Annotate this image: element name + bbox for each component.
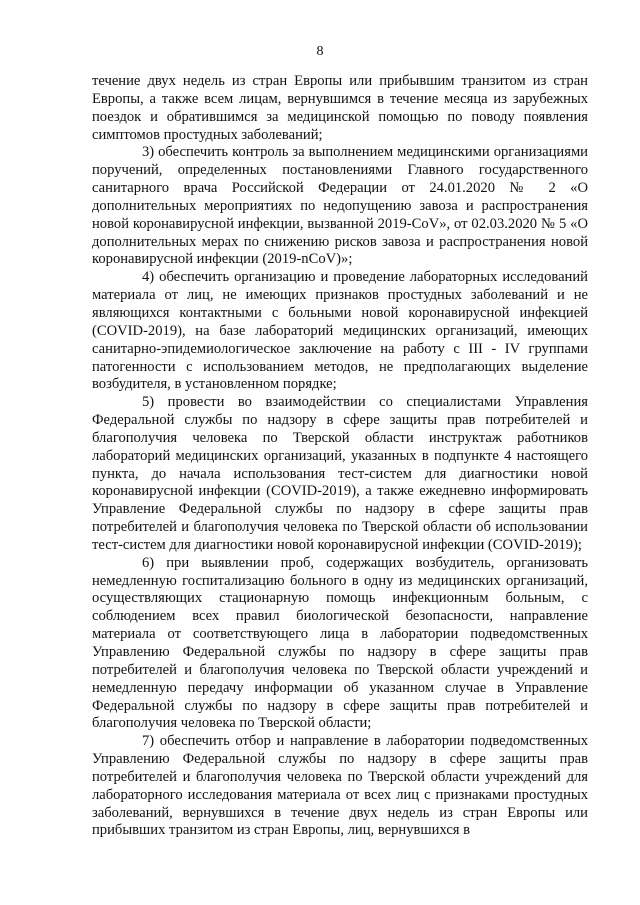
page-number: 8: [316, 44, 324, 59]
paragraph-item-4: 4) обеспечить организацию и проведение лабораторных исследований материала от лиц, не имеющих признаков простудных заболеваний и не являющихся контактными с больными новой коронавирусной инфекцией (COVID-2019), на базе лабораторий медицинских организаций, имеющих санитарно-эпидемиологическое заключение на работу с III - IV группами патогенности с использованием методов, не предполагающих выделение возбудителя, в установленном порядке;: [92, 269, 588, 393]
paragraph-item-6: 6) при выявлении проб, содержащих возбудитель, организовать немедленную госпитализацию больного в одну из медицинских организаций, осуществляющих стационарную помощь инфекционным больным, с соблюдением всех правил биологической безопасности, направление материала от соответствующего лица в лаборатории подведомственных Управлению Федеральной службы по надзору в сфере защиты прав потребителей и благополучия человека по Тверской области учреждений и немедленную передачу информации об указанном случае в Управление Федеральной службы по надзору в сфере защиты прав потребителей и благополучия человека по Тверской области;: [92, 554, 588, 732]
paragraph-item-7: 7) обеспечить отбор и направление в лаборатории подведомственных Управлению Федеральной службы по надзору в сфере защиты прав потребителей и благополучия человека по Тверской области учреждений для лабораторного исследования материала от всех лиц с признаками простудных заболеваний, вернувшихся в течение двух недель из стран Европы или прибывших транзитом из стран Европы, лиц, вернувшихся в: [92, 733, 588, 839]
paragraph-item-5: 5) провести во взаимодействии со специалистами Управления Федеральной службы по надзору в сфере защиты прав потребителей и благополучия человека по Тверской области инструктаж работников лабораторий медицинских организаций, указанных в подпункте 4 настоящего пункта, до начала использования тест-систем для диагностики новой коронавирусной инфекции (COVID-2019), а также ежедневно информировать Управление Федеральной службы по надзору в сфере защиты прав потребителей и благополучия человека по Тверской области об использовании тест-систем для диагностики новой коронавирусной инфекции (COVID-2019);: [92, 394, 588, 553]
paragraph-item-3: 3) обеспечить контроль за выполнением медицинскими организациями поручений, определенных постановлениями Главного государственного санитарного врача Российской Федерации от 24.01.2020 № 2 «О дополнительных мероприятиях по недопущению завоза и распространения новой коронавирусной инфекции, вызванной 2019-CoV», от 02.03.2020 № 5 «О дополнительных мерах по снижению рисков завоза и распространения новой коронавирусной инфекции (2019-nCoV)»;: [92, 144, 588, 268]
document-body: [92, 73, 588, 840]
paragraph-continuation: течение двух недель из стран Европы или прибывшим транзитом из стран Европы, а также всем лицам, вернувшимся в течение месяца из зарубежных поездок и обратившимся за медицинской помощью по поводу появления симптомов простудных заболеваний;: [92, 73, 588, 143]
